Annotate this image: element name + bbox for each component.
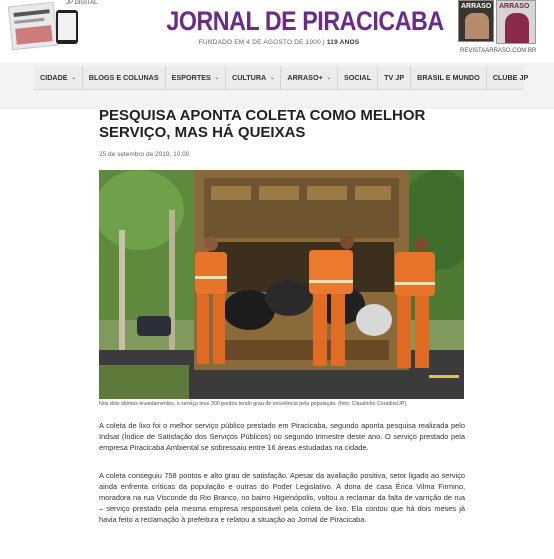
nav-item-brasil-e-mundo[interactable] (411, 66, 487, 90)
nav-item-label: ESPORTES (171, 73, 211, 82)
arraso-url: REVISTAARRASO.COM.BR (460, 48, 537, 54)
photo-caption: Nos dois últimos levantamentos, o serviço teve 300 pontos tendo grau de excelência pela população. (foto: Claudinho Coradini/JP) (99, 401, 407, 407)
nav-item-clube-jp[interactable] (487, 66, 535, 90)
nav-item-label: CULTURA (232, 73, 267, 82)
nav-item-label: ARRASO+ (287, 73, 323, 82)
nav-item-label: BRASIL E MUNDO (417, 73, 480, 82)
nav-item-social[interactable] (338, 66, 378, 90)
article-title: PESQUISA APONTA COLETA COMO MELHOR SERVIÇO, MAS HÁ QUEIXAS (99, 107, 426, 141)
magazine-1-title: ARRASO (461, 3, 492, 10)
nav-item-label: SOCIAL (343, 73, 372, 82)
article-paragraph-2: A coleta conseguiu 758 pontos e alto grau de satisfação. Apesar da avaliação positiva, setor ligado ao serviço ainda enfrenta críticas da população e outras do Poder Legislativo. A dona de casa Érica Vilma Firmino, moradora na rua Visconde do Rio Branco, no bairro Higienópolis, voltou a reclamar da falta de varrição de rua – serviço prestado pela mesma empresa responsável pela coleta de lixo. Ela contou que há dois meses já havia feito a reclamação à prefeitura e relatou a situação ao Jornal de Piracicaba. (99, 471, 465, 524)
site-header (0, 0, 554, 62)
logo-years: 119 ANOS (326, 39, 360, 46)
logo-founded: FUNDADO EM 4 DE AGOSTO DE 1900 | (198, 39, 325, 46)
main-nav-bar (0, 62, 554, 109)
magazine-2-title: ARRASO (499, 3, 530, 10)
article-paragraph-1: A coleta de lixo foi o melhor serviço público prestado em Piracicaba, segundo aponta pesquisa realizada pelo Indsat (Índice de Satisfação dos Serviços Públicos) no segundo trimestre deste ano. O serviço prestado pela empresa Piracicaba Ambiental se sobressaiu entre 16 áreas estudadas na cidade. (99, 421, 465, 452)
chevron-down-icon: ⌄ (71, 74, 76, 81)
nav-item-label: TV JP (384, 73, 405, 82)
logo-name: JORNAL DE PIRACICABA (166, 6, 444, 36)
chevron-down-icon: ⌄ (214, 74, 220, 81)
article-date: 25 de setembro de 2019, 10:00 (99, 151, 190, 158)
jp-digital-label: JP DIGITAL (66, 0, 98, 6)
nav-item-cultura[interactable] (226, 66, 281, 90)
garbage-collection-photo (99, 170, 464, 399)
arraso-promo[interactable] (458, 0, 550, 58)
article-photo (99, 170, 464, 399)
chevron-down-icon: ⌄ (326, 74, 331, 81)
nav-item-arraso[interactable] (281, 66, 338, 90)
magazine-cover-2 (496, 0, 536, 44)
nav-item-label: CIDADE (40, 73, 68, 82)
tablet-thumbnail (56, 10, 78, 44)
nav-item-label: BLOGS E COLUNAS (88, 73, 159, 82)
nav-item-label: CLUBE JP (492, 73, 529, 82)
nav-item-esportes[interactable] (166, 66, 226, 90)
nav-item-blogs-e-colunas[interactable] (83, 66, 166, 90)
nav-item-tv-jp[interactable] (378, 66, 411, 90)
magazine-cover-1 (458, 0, 494, 42)
logo-tagline (148, 39, 410, 46)
chevron-down-icon: ⌄ (270, 74, 275, 81)
jp-digital-promo[interactable] (10, 0, 98, 52)
nav-item-cidade[interactable] (34, 66, 83, 90)
newspaper-thumbnail (8, 2, 58, 51)
site-logo[interactable] (148, 6, 444, 46)
main-nav (34, 66, 529, 90)
